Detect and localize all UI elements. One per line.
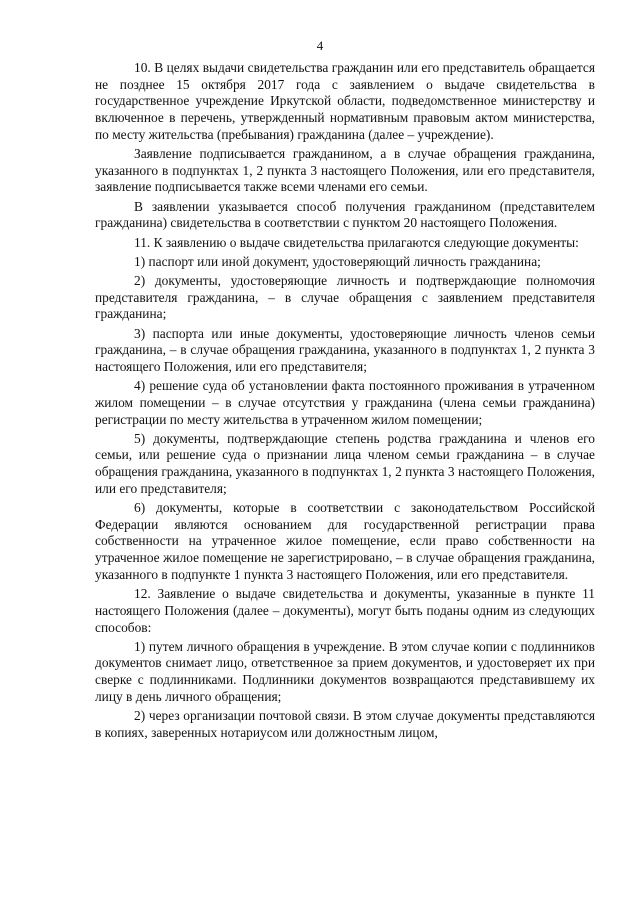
document-body	[95, 60, 595, 744]
paragraph-11: 11. К заявлению о выдаче свидетельства прилагаются следующие документы:	[134, 234, 579, 250]
list-item-12-2: 2) через организации почтовой связи. В этом случае документы представляются в копиях, заверенных нотариусом или должностным лицом,	[95, 708, 595, 740]
paragraph-12: 12. Заявление о выдаче свидетельства и документы, указанные в пункте 11 настоящего Положения (далее – документы), могут быть поданы одним из следующих способов:	[95, 586, 595, 635]
list-item-11-6: 6) документы, которые в соответствии с законодательством Российской Федерации являются основанием для государственной регистрации права собственности на утраченное жилое помещение, если право собственности на утраченное жилое помещение не зарегистрировано, – в случае обращения гражданина, указанного в подпункте 1 пункта 3 настоящего Положения, или его представителя.	[95, 500, 595, 582]
list-item-11-3: 3) паспорта или иные документы, удостоверяющие личность членов семьи гражданина, – в случае обращения гражданина, указанного в подпунктах 1, 2 пункта 3 настоящего Положения, или его представителя;	[95, 325, 595, 374]
list-item-11-5: 5) документы, подтверждающие степень родства гражданина и членов его семьи, или решение суда о признании лица членом семьи гражданина – в случае обращения гражданина, указанного в подпунктах 1, 2 пункта 3 настоящего Положения, или его представителя;	[95, 430, 595, 496]
list-item-11-4: 4) решение суда об установлении факта постоянного проживания в утраченном жилом помещении – в случае отсутствия у гражданина (члена семьи гражданина) регистрации по месту жительства в утраченном жилом помещении;	[95, 378, 595, 427]
list-item-11-1: 1) паспорт или иной документ, удостоверяющий личность гражданина;	[134, 253, 541, 269]
list-item-12-1: 1) путем личного обращения в учреждение. В этом случае копии с подлинников документов снимает лицо, ответственное за прием документов, и удостоверяет их при сверке с подлинниками. Подлинники документов возвращаются представившему их лицу в день личного обращения;	[95, 638, 595, 704]
page-number: 4	[316, 38, 324, 53]
paragraph-10: 10. В целях выдачи свидетельства гражданин или его представитель обращается не позднее 15 октября 2017 года с заявлением о выдаче свидетельства в государственное учреждение Иркутской области, подведомственное министерству и включенное в перечень, утвержденный нормативным правовым актом министерства, по месту жительства (пребывания) гражданина (далее – учреждение).	[95, 60, 595, 142]
paragraph-delivery-method: В заявлении указывается способ получения гражданином (представителем гражданина) свидетельства в соответствии с пунктом 20 настоящего Положения.	[95, 198, 595, 231]
list-item-11-2: 2) документы, удостоверяющие личность и подтверждающие полномочия представителя гражданина, – в случае обращения с заявлением представителя гражданина;	[95, 272, 595, 322]
paragraph-signature: Заявление подписывается гражданином, а в случае обращения гражданина, указанного в подпунктах 1, 2 пункта 3 настоящего Положения, или его представителя, заявление подписывается также всеми членами его семьи.	[95, 146, 595, 195]
